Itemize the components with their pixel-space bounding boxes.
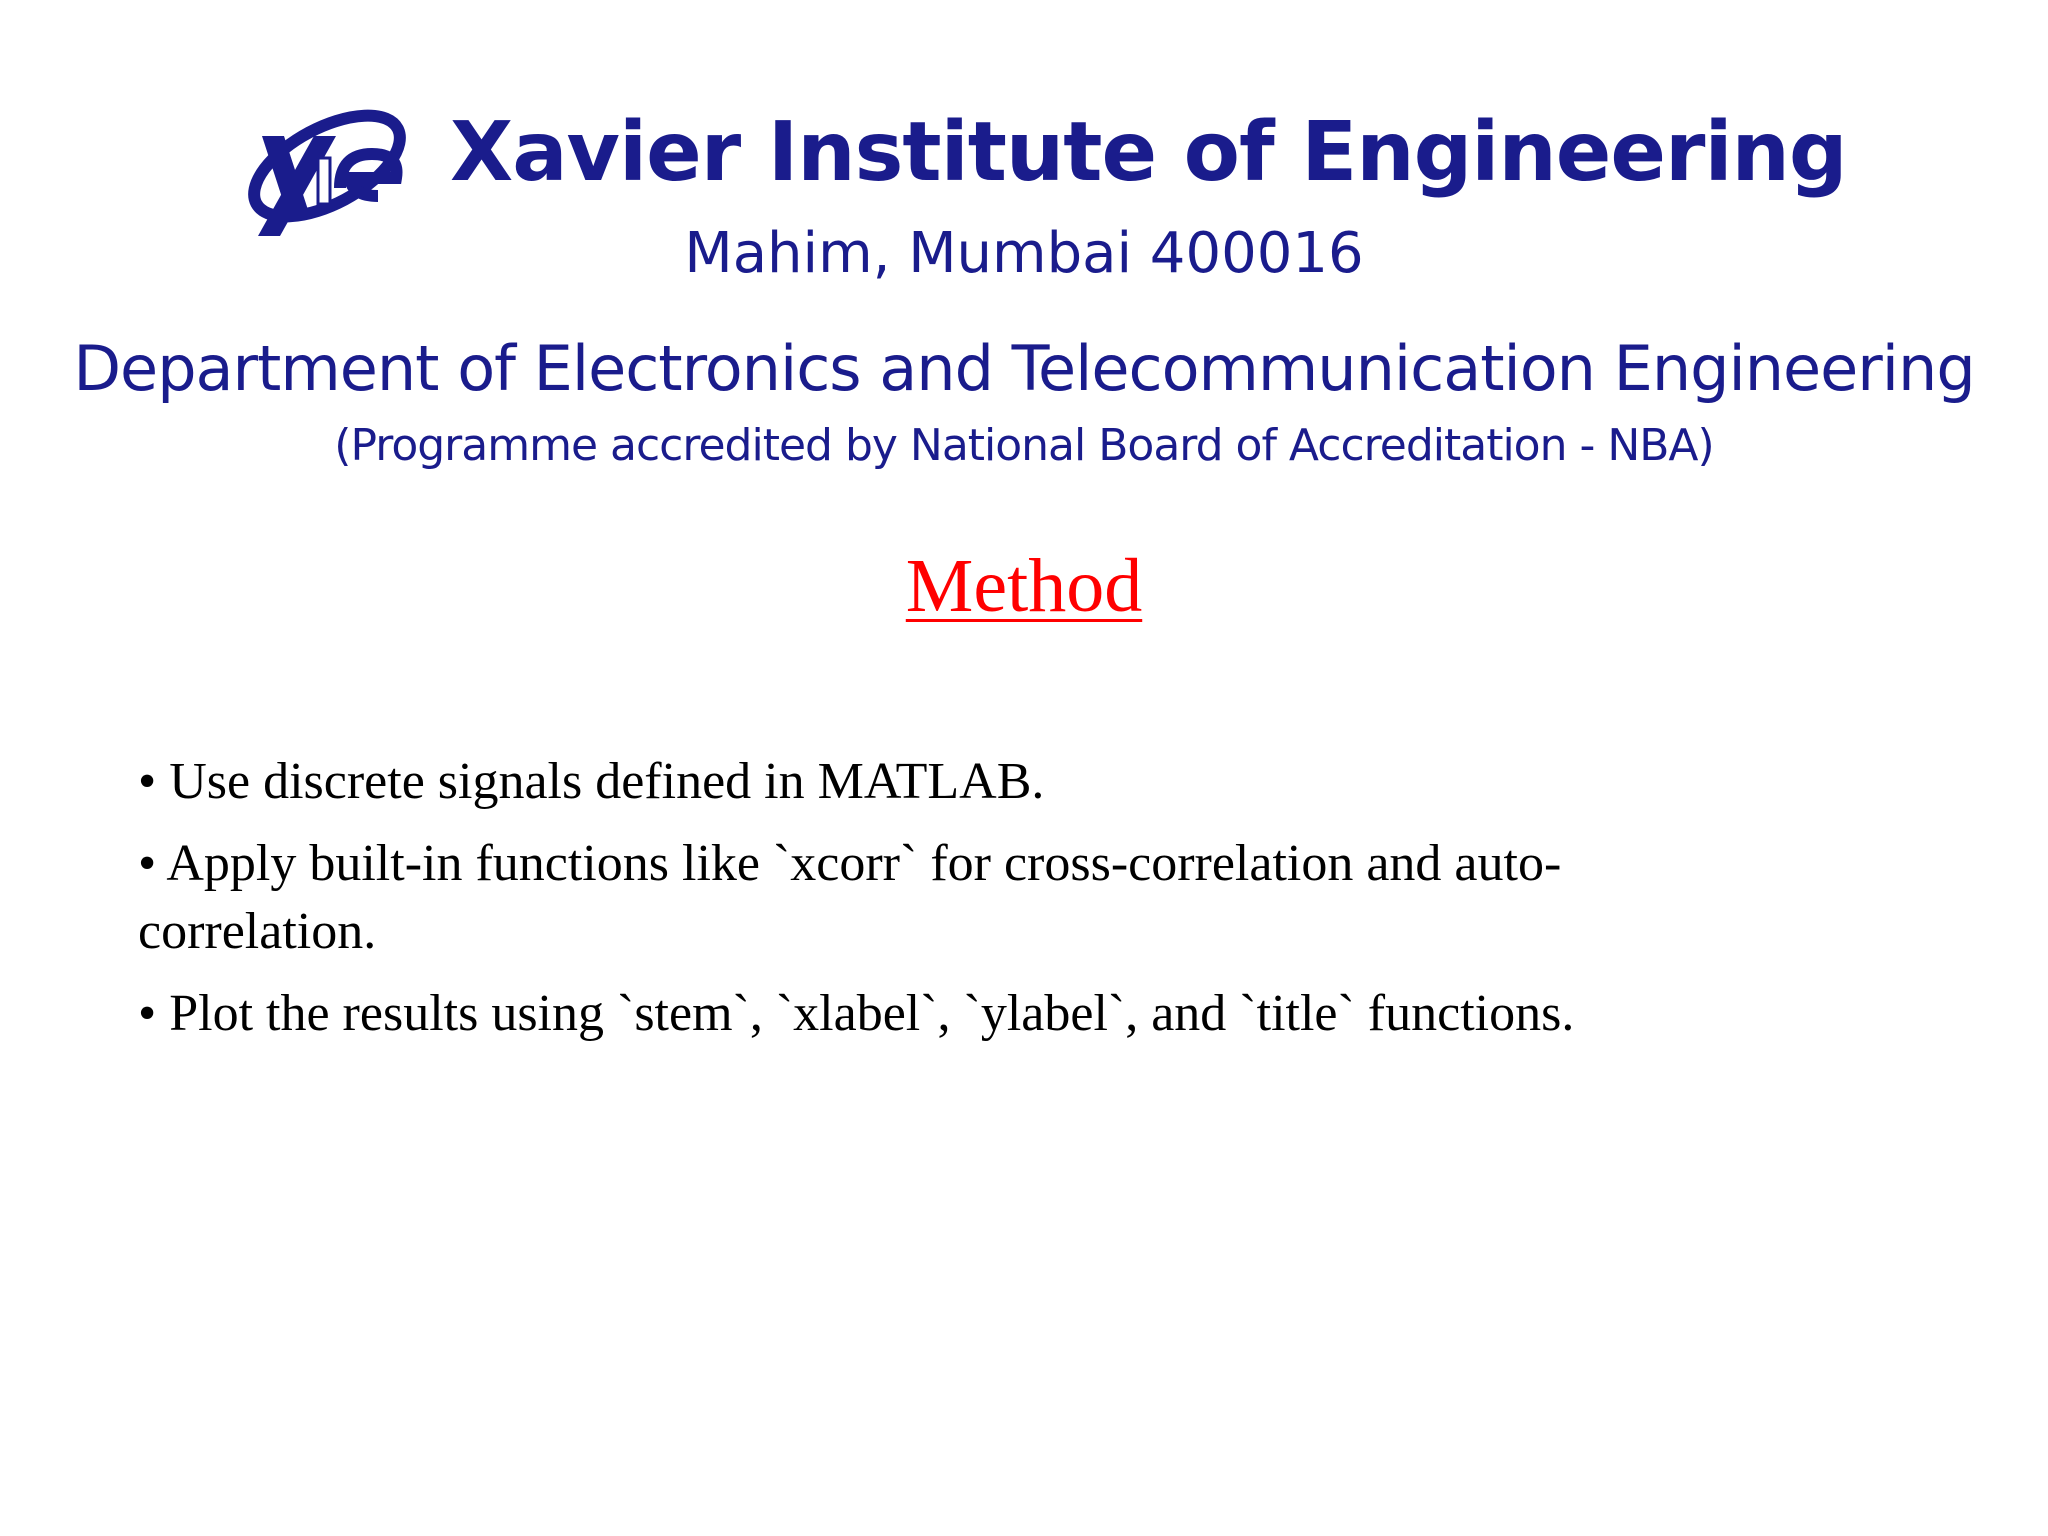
bullet-glyph: • <box>138 985 157 1042</box>
bullet-text: Plot the results using `stem`, `xlabel`, `ylabel`, and `title` functions. <box>169 985 1575 1042</box>
department-name: Department of Electronics and Telecommunication Engineering <box>73 332 1975 405</box>
bullet-text: Use discrete signals defined in MATLAB. <box>169 753 1045 810</box>
bullet-list <box>138 748 1738 1062</box>
list-item <box>138 830 1738 966</box>
list-item <box>138 748 1738 816</box>
slide-title: Method <box>905 544 1143 628</box>
list-item <box>138 980 1738 1048</box>
institute-address: Mahim, Mumbai 400016 <box>684 221 1364 286</box>
institute-header <box>0 0 2048 500</box>
institute-name: Xavier Institute of Engineering <box>450 105 1847 200</box>
accreditation-note: (Programme accredited by National Board of Accreditation - NBA) <box>334 420 1714 471</box>
bullet-glyph: • <box>138 753 157 810</box>
bullet-text: Apply built-in functions like `xcorr` for cross-correlation and auto-correlation. <box>138 835 1562 960</box>
bullet-glyph: • <box>138 835 157 892</box>
